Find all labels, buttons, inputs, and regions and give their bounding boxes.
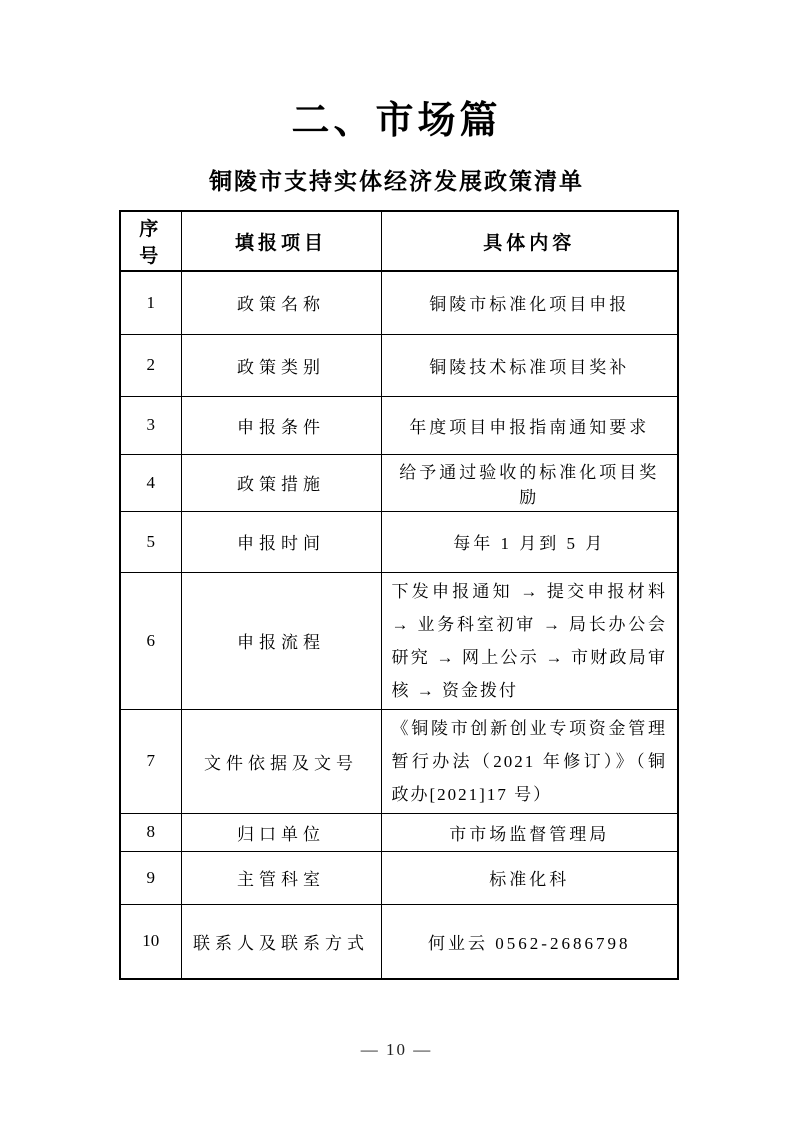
row-content: 何业云 0562-2686798	[381, 904, 678, 979]
row-no: 5	[120, 511, 181, 572]
table-row	[120, 851, 678, 904]
row-no: 9	[120, 851, 181, 904]
header-no: 序号	[120, 211, 181, 271]
row-item: 政策措施	[181, 454, 381, 511]
row-content: 铜陵技术标准项目奖补	[381, 334, 678, 396]
row-no: 2	[120, 334, 181, 396]
row-content: 铜陵市标准化项目申报	[381, 271, 678, 334]
row-content: 下发申报通知 → 提交申报材料 → 业务科室初审 → 局长办公会研究 → 网上公示 → 市财政局审核 → 资金拨付	[381, 572, 678, 709]
header-content: 具体内容	[381, 211, 678, 271]
table-row	[120, 572, 678, 709]
table-row	[120, 271, 678, 334]
table-row	[120, 511, 678, 572]
row-no: 4	[120, 454, 181, 511]
row-no: 6	[120, 572, 181, 709]
row-item: 主管科室	[181, 851, 381, 904]
header-item: 填报项目	[181, 211, 381, 271]
policy-table	[119, 210, 679, 980]
row-content: 年度项目申报指南通知要求	[381, 396, 678, 454]
table-row	[120, 334, 678, 396]
row-no: 8	[120, 813, 181, 851]
row-content: 给予通过验收的标准化项目奖励	[381, 454, 678, 511]
row-content: 每年 1 月到 5 月	[381, 511, 678, 572]
table-row	[120, 454, 678, 511]
row-item: 文件依据及文号	[181, 709, 381, 813]
table-title: 铜陵市支持实体经济发展政策清单	[209, 169, 584, 194]
table-row	[120, 396, 678, 454]
table-row	[120, 813, 678, 851]
row-item: 申报条件	[181, 396, 381, 454]
table-header-row	[120, 211, 678, 271]
page-number: — 10 —	[360, 1040, 433, 1059]
row-item: 联系人及联系方式	[181, 904, 381, 979]
row-item: 申报时间	[181, 511, 381, 572]
row-item: 政策类别	[181, 334, 381, 396]
row-item: 申报流程	[181, 572, 381, 709]
table-row	[120, 904, 678, 979]
row-content: 市市场监督管理局	[381, 813, 678, 851]
row-content: 《铜陵市创新创业专项资金管理暂行办法（2021 年修订）》（铜政办[2021]17 号）	[381, 709, 678, 813]
page-title: 二、市场篇	[291, 100, 502, 142]
table-row	[120, 709, 678, 813]
row-no: 1	[120, 271, 181, 334]
row-no: 7	[120, 709, 181, 813]
row-no: 10	[120, 904, 181, 979]
row-item: 政策名称	[181, 271, 381, 334]
row-item: 归口单位	[181, 813, 381, 851]
row-no: 3	[120, 396, 181, 454]
row-content: 标准化科	[381, 851, 678, 904]
